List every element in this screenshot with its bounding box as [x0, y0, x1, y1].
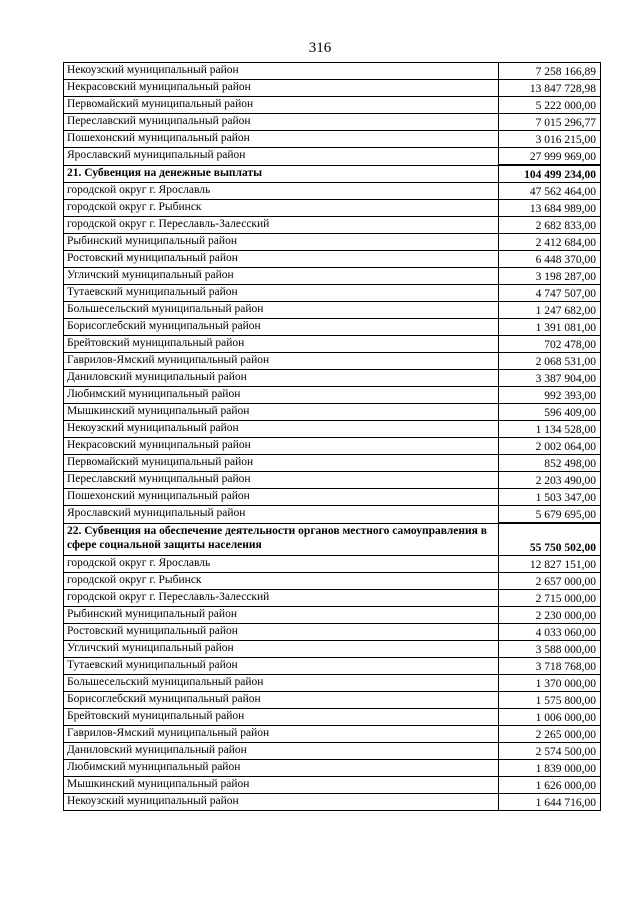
municipality-name: Переславский муниципальный район	[64, 472, 499, 489]
amount-value: 1 839 000,00	[499, 760, 601, 777]
amount-value: 13 684 989,00	[499, 200, 601, 217]
municipality-name: Мышкинский муниципальный район	[64, 777, 499, 794]
table-row	[64, 590, 601, 607]
amount-value: 7 258 166,89	[499, 63, 601, 80]
municipality-name: Некоузский муниципальный район	[64, 421, 499, 438]
table-row	[64, 183, 601, 200]
municipality-name: Ярославский муниципальный район	[64, 148, 499, 166]
amount-value: 992 393,00	[499, 387, 601, 404]
municipality-name: Рыбинский муниципальный район	[64, 234, 499, 251]
table-row	[64, 794, 601, 811]
table-row	[64, 404, 601, 421]
amount-value: 1 006 000,00	[499, 709, 601, 726]
amount-value: 13 847 728,98	[499, 80, 601, 97]
table-row	[64, 200, 601, 217]
amount-value: 2 412 684,00	[499, 234, 601, 251]
municipality-name: городской округ г. Переславль-Залесский	[64, 217, 499, 234]
table-row	[64, 472, 601, 489]
table-row	[64, 438, 601, 455]
amount-value: 596 409,00	[499, 404, 601, 421]
amount-value: 47 562 464,00	[499, 183, 601, 200]
municipality-name: Гаврилов-Ямский муниципальный район	[64, 726, 499, 743]
amount-value: 2 265 000,00	[499, 726, 601, 743]
table-row	[64, 726, 601, 743]
municipality-name: Переславский муниципальный район	[64, 114, 499, 131]
table-row	[64, 743, 601, 760]
table-row	[64, 607, 601, 624]
table-row	[64, 506, 601, 524]
table-row	[64, 319, 601, 336]
section-header-row	[64, 165, 601, 183]
municipality-name: Тутаевский муниципальный район	[64, 658, 499, 675]
amount-value: 7 015 296,77	[499, 114, 601, 131]
table-body	[64, 63, 601, 811]
amount-value: 3 198 287,00	[499, 268, 601, 285]
table-row	[64, 573, 601, 590]
municipality-name: городской округ г. Ярославль	[64, 183, 499, 200]
municipality-name: Некрасовский муниципальный район	[64, 80, 499, 97]
municipality-name: Любимский муниципальный район	[64, 387, 499, 404]
municipality-name: Гаврилов-Ямский муниципальный район	[64, 353, 499, 370]
municipality-name: Борисоглебский муниципальный район	[64, 692, 499, 709]
amount-value: 1 391 081,00	[499, 319, 601, 336]
amount-value: 3 016 215,00	[499, 131, 601, 148]
municipality-name: Большесельский муниципальный район	[64, 302, 499, 319]
subvention-table	[63, 62, 601, 811]
amount-value: 2 574 500,00	[499, 743, 601, 760]
table-row	[64, 641, 601, 658]
table-row	[64, 234, 601, 251]
table-row	[64, 268, 601, 285]
table-row	[64, 370, 601, 387]
municipality-name: Пошехонский муниципальный район	[64, 131, 499, 148]
municipality-name: Даниловский муниципальный район	[64, 370, 499, 387]
amount-value: 1 134 528,00	[499, 421, 601, 438]
municipality-name: Ростовский муниципальный район	[64, 251, 499, 268]
amount-value: 2 657 000,00	[499, 573, 601, 590]
table-row	[64, 387, 601, 404]
amount-value: 6 448 370,00	[499, 251, 601, 268]
amount-value: 2 002 064,00	[499, 438, 601, 455]
section-title: 21. Субвенция на денежные выплаты	[64, 165, 499, 183]
table-row	[64, 63, 601, 80]
amount-value: 3 387 904,00	[499, 370, 601, 387]
municipality-name: городской округ г. Рыбинск	[64, 573, 499, 590]
amount-value: 5 679 695,00	[499, 506, 601, 524]
municipality-name: Угличский муниципальный район	[64, 268, 499, 285]
municipality-name: городской округ г. Ярославль	[64, 556, 499, 573]
table-row	[64, 251, 601, 268]
amount-value: 4 747 507,00	[499, 285, 601, 302]
amount-value: 852 498,00	[499, 455, 601, 472]
municipality-name: Первомайский муниципальный район	[64, 97, 499, 114]
municipality-name: Мышкинский муниципальный район	[64, 404, 499, 421]
section-header-row	[64, 523, 601, 556]
amount-value: 3 718 768,00	[499, 658, 601, 675]
amount-value: 1 247 682,00	[499, 302, 601, 319]
amount-value: 1 644 716,00	[499, 794, 601, 811]
table-row	[64, 421, 601, 438]
municipality-name: Брейтовский муниципальный район	[64, 709, 499, 726]
table-row	[64, 709, 601, 726]
table-row	[64, 97, 601, 114]
municipality-name: Первомайский муниципальный район	[64, 455, 499, 472]
table-row	[64, 455, 601, 472]
page-number: 316	[308, 40, 332, 56]
table-row	[64, 131, 601, 148]
table-row	[64, 217, 601, 234]
municipality-name: Ростовский муниципальный район	[64, 624, 499, 641]
municipality-name: Пошехонский муниципальный район	[64, 489, 499, 506]
amount-value: 12 827 151,00	[499, 556, 601, 573]
table-row	[64, 285, 601, 302]
table-row	[64, 148, 601, 166]
amount-value: 1 575 800,00	[499, 692, 601, 709]
amount-value: 1 370 000,00	[499, 675, 601, 692]
amount-value: 702 478,00	[499, 336, 601, 353]
table-row	[64, 760, 601, 777]
table-row	[64, 777, 601, 794]
amount-value: 1 626 000,00	[499, 777, 601, 794]
municipality-name: Рыбинский муниципальный район	[64, 607, 499, 624]
amount-value: 2 230 000,00	[499, 607, 601, 624]
municipality-name: Брейтовский муниципальный район	[64, 336, 499, 353]
amount-value: 2 068 531,00	[499, 353, 601, 370]
municipality-name: Ярославский муниципальный район	[64, 506, 499, 524]
amount-value: 1 503 347,00	[499, 489, 601, 506]
table-row	[64, 80, 601, 97]
amount-value: 2 203 490,00	[499, 472, 601, 489]
municipality-name: Большесельский муниципальный район	[64, 675, 499, 692]
section-total: 55 750 502,00	[499, 523, 601, 556]
municipality-name: Борисоглебский муниципальный район	[64, 319, 499, 336]
table-row	[64, 114, 601, 131]
amount-value: 5 222 000,00	[499, 97, 601, 114]
municipality-name: Даниловский муниципальный район	[64, 743, 499, 760]
table-row	[64, 336, 601, 353]
municipality-name: Некоузский муниципальный район	[64, 794, 499, 811]
table-row	[64, 692, 601, 709]
municipality-name: городской округ г. Переславль-Залесский	[64, 590, 499, 607]
municipality-name: Тутаевский муниципальный район	[64, 285, 499, 302]
amount-value: 3 588 000,00	[499, 641, 601, 658]
municipality-name: Угличский муниципальный район	[64, 641, 499, 658]
amount-value: 27 999 969,00	[499, 148, 601, 166]
municipality-name: городской округ г. Рыбинск	[64, 200, 499, 217]
municipality-name: Некоузский муниципальный район	[64, 63, 499, 80]
section-title: 22. Субвенция на обеспечение деятельности органов местного самоуправления в сфере социальной защиты населения	[64, 523, 499, 556]
table-row	[64, 353, 601, 370]
table-row	[64, 624, 601, 641]
amount-value: 4 033 060,00	[499, 624, 601, 641]
amount-value: 2 682 833,00	[499, 217, 601, 234]
municipality-name: Некрасовский муниципальный район	[64, 438, 499, 455]
table-row	[64, 556, 601, 573]
section-total: 104 499 234,00	[499, 165, 601, 183]
table-row	[64, 675, 601, 692]
table-row	[64, 658, 601, 675]
municipality-name: Любимский муниципальный район	[64, 760, 499, 777]
table-row	[64, 302, 601, 319]
amount-value: 2 715 000,00	[499, 590, 601, 607]
table-row	[64, 489, 601, 506]
